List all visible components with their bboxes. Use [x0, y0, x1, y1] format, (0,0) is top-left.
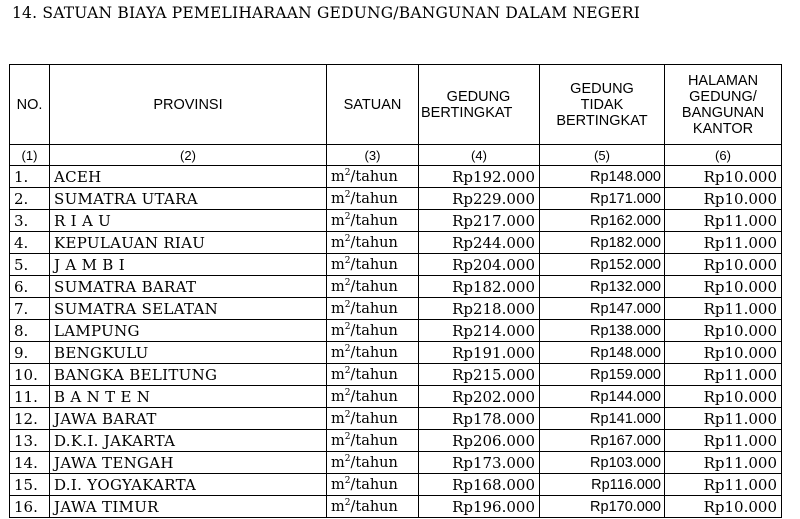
unit-base: m	[331, 278, 345, 295]
table-body	[10, 166, 782, 518]
unit-base: m	[331, 212, 345, 229]
table-row	[10, 386, 782, 408]
table-row	[10, 210, 782, 232]
header-gedung-bertingkat	[419, 65, 540, 145]
cell-halaman: Rp10.000	[665, 276, 782, 298]
unit-suffix: /tahun	[350, 168, 398, 185]
cell-halaman: Rp10.000	[665, 254, 782, 276]
cell-gedung-tidak-bertingkat: Rp132.000	[540, 276, 665, 298]
cell-gedung-tidak-bertingkat: Rp170.000	[540, 496, 665, 518]
cell-provinsi: D.I. YOGYAKARTA	[50, 474, 327, 496]
cell-no: 5.	[10, 254, 50, 276]
header-hal-line: GEDUNG/	[689, 88, 757, 105]
unit-suffix: /tahun	[350, 344, 398, 361]
cell-gedung-bertingkat: Rp191.000	[419, 342, 540, 364]
cell-halaman: Rp11.000	[665, 232, 782, 254]
column-number: (6)	[665, 145, 782, 166]
header-row	[10, 65, 782, 145]
header-gtb-line: TIDAK	[580, 96, 624, 113]
unit-base: m	[331, 388, 345, 405]
cell-gedung-bertingkat: Rp182.000	[419, 276, 540, 298]
cell-provinsi: SUMATRA SELATAN	[50, 298, 327, 320]
unit-suffix: /tahun	[350, 476, 398, 493]
cell-halaman: Rp10.000	[665, 166, 782, 188]
cell-no: 2.	[10, 188, 50, 210]
unit-exponent: 2	[344, 453, 351, 464]
unit-exponent: 2	[344, 343, 351, 354]
unit-suffix: /tahun	[350, 432, 398, 449]
cell-gedung-tidak-bertingkat: Rp147.000	[540, 298, 665, 320]
unit-base: m	[331, 454, 345, 471]
cell-gedung-bertingkat: Rp173.000	[419, 452, 540, 474]
cell-gedung-tidak-bertingkat: Rp159.000	[540, 364, 665, 386]
cell-satuan	[327, 474, 419, 496]
cell-halaman: Rp10.000	[665, 188, 782, 210]
cell-no: 12.	[10, 408, 50, 430]
header-gb-line: BERTINGKAT	[421, 104, 513, 121]
unit-suffix: /tahun	[350, 256, 398, 273]
cell-provinsi: D.K.I. JAKARTA	[50, 430, 327, 452]
unit-suffix: /tahun	[350, 322, 398, 339]
column-number: (5)	[540, 145, 665, 166]
cell-gedung-tidak-bertingkat: Rp182.000	[540, 232, 665, 254]
column-number-row	[10, 145, 782, 166]
cell-satuan	[327, 342, 419, 364]
cell-halaman: Rp11.000	[665, 364, 782, 386]
cell-gedung-bertingkat: Rp206.000	[419, 430, 540, 452]
cell-satuan	[327, 496, 419, 518]
cell-provinsi: LAMPUNG	[50, 320, 327, 342]
header-provinsi: PROVINSI	[50, 65, 327, 145]
cell-no: 14.	[10, 452, 50, 474]
table-row	[10, 430, 782, 452]
cell-satuan	[327, 210, 419, 232]
table-row	[10, 452, 782, 474]
cell-provinsi: JAWA TIMUR	[50, 496, 327, 518]
cell-provinsi: JAWA BARAT	[50, 408, 327, 430]
table-row	[10, 408, 782, 430]
cell-provinsi: BENGKULU	[50, 342, 327, 364]
table-row	[10, 342, 782, 364]
unit-exponent: 2	[344, 321, 351, 332]
cell-gedung-tidak-bertingkat: Rp167.000	[540, 430, 665, 452]
cell-no: 13.	[10, 430, 50, 452]
header-hal-line: KANTOR	[692, 120, 754, 137]
cell-no: 10.	[10, 364, 50, 386]
table-row	[10, 474, 782, 496]
header-gtb-line: BERTINGKAT	[556, 112, 648, 129]
cell-provinsi: J A M B I	[50, 254, 327, 276]
unit-suffix: /tahun	[350, 300, 398, 317]
cell-provinsi: JAWA TENGAH	[50, 452, 327, 474]
header-satuan: SATUAN	[327, 65, 419, 145]
cell-satuan	[327, 320, 419, 342]
cost-table	[9, 64, 782, 518]
unit-exponent: 2	[344, 211, 351, 222]
cell-gedung-bertingkat: Rp229.000	[419, 188, 540, 210]
document-title: 14. SATUAN BIAYA PEMELIHARAAN GEDUNG/BANGUNAN DALAM NEGERI	[12, 4, 641, 22]
cell-halaman: Rp10.000	[665, 320, 782, 342]
table-row	[10, 188, 782, 210]
cell-satuan	[327, 452, 419, 474]
column-number: (1)	[10, 145, 50, 166]
cell-halaman: Rp11.000	[665, 430, 782, 452]
unit-base: m	[331, 498, 345, 515]
cell-satuan	[327, 276, 419, 298]
cell-provinsi: SUMATRA UTARA	[50, 188, 327, 210]
unit-exponent: 2	[344, 475, 351, 486]
unit-exponent: 2	[344, 255, 351, 266]
unit-suffix: /tahun	[350, 366, 398, 383]
cell-satuan	[327, 166, 419, 188]
table-row	[10, 320, 782, 342]
cell-provinsi: ACEH	[50, 166, 327, 188]
unit-base: m	[331, 256, 345, 273]
unit-exponent: 2	[344, 431, 351, 442]
cell-provinsi: BANGKA BELITUNG	[50, 364, 327, 386]
cell-satuan	[327, 298, 419, 320]
cell-gedung-bertingkat: Rp214.000	[419, 320, 540, 342]
cell-satuan	[327, 364, 419, 386]
table-row	[10, 276, 782, 298]
header-halaman	[665, 65, 782, 145]
table-row	[10, 232, 782, 254]
cell-no: 4.	[10, 232, 50, 254]
cell-gedung-tidak-bertingkat: Rp116.000	[540, 474, 665, 496]
cell-satuan	[327, 188, 419, 210]
column-number: (3)	[327, 145, 419, 166]
cell-gedung-bertingkat: Rp196.000	[419, 496, 540, 518]
cell-halaman: Rp11.000	[665, 408, 782, 430]
header-hal-line: HALAMAN	[687, 72, 759, 89]
cell-gedung-tidak-bertingkat: Rp144.000	[540, 386, 665, 408]
cell-gedung-bertingkat: Rp192.000	[419, 166, 540, 188]
cell-gedung-tidak-bertingkat: Rp152.000	[540, 254, 665, 276]
cell-halaman: Rp10.000	[665, 342, 782, 364]
cell-halaman: Rp11.000	[665, 210, 782, 232]
column-number: (4)	[419, 145, 540, 166]
unit-base: m	[331, 476, 345, 493]
cell-no: 9.	[10, 342, 50, 364]
cell-halaman: Rp11.000	[665, 452, 782, 474]
cell-no: 16.	[10, 496, 50, 518]
cell-no: 3.	[10, 210, 50, 232]
unit-suffix: /tahun	[350, 190, 398, 207]
unit-base: m	[331, 300, 345, 317]
cell-halaman: Rp10.000	[665, 386, 782, 408]
cell-gedung-tidak-bertingkat: Rp138.000	[540, 320, 665, 342]
cell-satuan	[327, 254, 419, 276]
cell-satuan	[327, 408, 419, 430]
table-row	[10, 364, 782, 386]
unit-exponent: 2	[344, 497, 351, 508]
unit-base: m	[331, 322, 345, 339]
cell-satuan	[327, 232, 419, 254]
cell-gedung-tidak-bertingkat: Rp171.000	[540, 188, 665, 210]
table-row	[10, 166, 782, 188]
cell-gedung-bertingkat: Rp218.000	[419, 298, 540, 320]
unit-base: m	[331, 234, 345, 251]
cell-gedung-bertingkat: Rp217.000	[419, 210, 540, 232]
table-row	[10, 254, 782, 276]
unit-suffix: /tahun	[350, 388, 398, 405]
unit-exponent: 2	[344, 233, 351, 244]
cell-gedung-tidak-bertingkat: Rp162.000	[540, 210, 665, 232]
unit-suffix: /tahun	[350, 212, 398, 229]
unit-suffix: /tahun	[350, 410, 398, 427]
cell-no: 15.	[10, 474, 50, 496]
column-number: (2)	[50, 145, 327, 166]
unit-suffix: /tahun	[350, 234, 398, 251]
cell-provinsi: B A N T E N	[50, 386, 327, 408]
cell-gedung-tidak-bertingkat: Rp103.000	[540, 452, 665, 474]
cell-no: 11.	[10, 386, 50, 408]
table-row	[10, 298, 782, 320]
unit-exponent: 2	[344, 189, 351, 200]
cell-gedung-bertingkat: Rp202.000	[419, 386, 540, 408]
cell-gedung-tidak-bertingkat: Rp141.000	[540, 408, 665, 430]
unit-base: m	[331, 432, 345, 449]
cell-halaman: Rp11.000	[665, 474, 782, 496]
unit-base: m	[331, 410, 345, 427]
unit-exponent: 2	[344, 365, 351, 376]
header-no: NO.	[10, 65, 50, 145]
unit-exponent: 2	[344, 167, 351, 178]
cell-no: 7.	[10, 298, 50, 320]
cell-provinsi: R I A U	[50, 210, 327, 232]
unit-base: m	[331, 344, 345, 361]
cell-no: 8.	[10, 320, 50, 342]
unit-suffix: /tahun	[350, 498, 398, 515]
cell-satuan	[327, 386, 419, 408]
unit-exponent: 2	[344, 277, 351, 288]
cell-satuan	[327, 430, 419, 452]
cell-provinsi: KEPULAUAN RIAU	[50, 232, 327, 254]
cell-gedung-bertingkat: Rp168.000	[419, 474, 540, 496]
header-gtb-line: GEDUNG	[570, 80, 634, 97]
unit-exponent: 2	[344, 387, 351, 398]
unit-exponent: 2	[344, 299, 351, 310]
cell-no: 1.	[10, 166, 50, 188]
cell-gedung-bertingkat: Rp244.000	[419, 232, 540, 254]
cell-gedung-bertingkat: Rp178.000	[419, 408, 540, 430]
unit-base: m	[331, 168, 345, 185]
header-hal-line: BANGUNAN	[681, 104, 765, 121]
unit-exponent: 2	[344, 409, 351, 420]
unit-base: m	[331, 366, 345, 383]
header-gb-line: GEDUNG	[446, 88, 511, 105]
unit-suffix: /tahun	[350, 454, 398, 471]
cell-gedung-bertingkat: Rp215.000	[419, 364, 540, 386]
cell-gedung-bertingkat: Rp204.000	[419, 254, 540, 276]
cell-gedung-tidak-bertingkat: Rp148.000	[540, 166, 665, 188]
unit-suffix: /tahun	[350, 278, 398, 295]
cell-gedung-tidak-bertingkat: Rp148.000	[540, 342, 665, 364]
cell-halaman: Rp10.000	[665, 496, 782, 518]
header-gedung-tidak-bertingkat	[540, 65, 665, 145]
cell-halaman: Rp11.000	[665, 298, 782, 320]
table-row	[10, 496, 782, 518]
unit-base: m	[331, 190, 345, 207]
cell-no: 6.	[10, 276, 50, 298]
cell-provinsi: SUMATRA BARAT	[50, 276, 327, 298]
